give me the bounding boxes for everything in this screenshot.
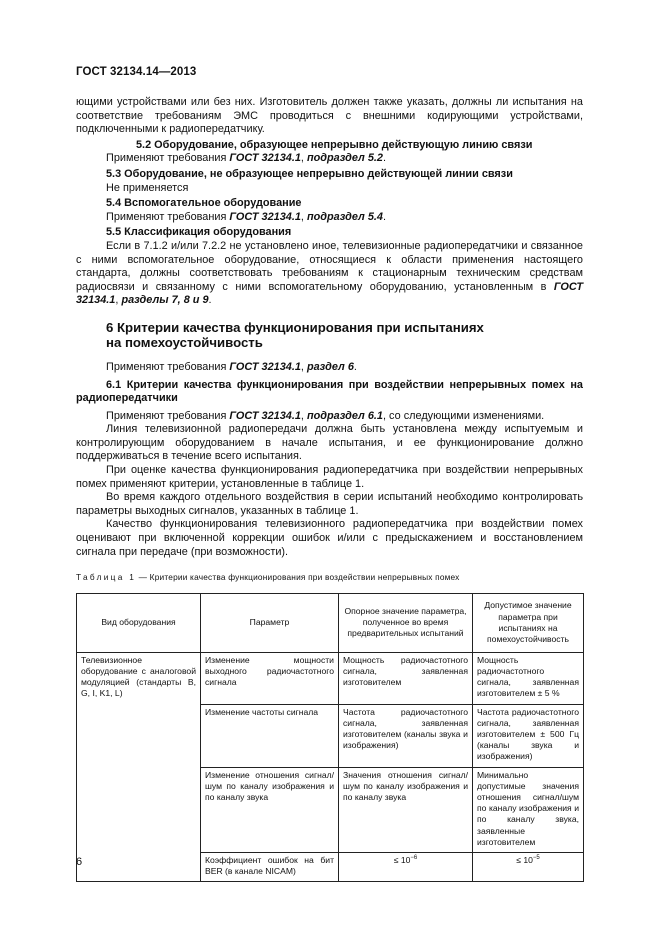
section-5-3-title: 5.3 Оборудование, не образующее непрерывно действующей линии связи — [106, 167, 513, 180]
param-cell: Изменение отношения сигнал/шум по каналу изображения и по каналу звука — [201, 767, 339, 852]
section-6-1-paragraph-2: При оценке качества функционирования радиопередатчика при воздействии непрерывных помех применяют критерии, установленные в таблице 1. — [76, 464, 583, 490]
allowed-cell: ≤ $10^{-5}$ — [473, 853, 584, 882]
section-5-2-text: Применяют требования ГОСТ 32134.1, подраздел 5.2. — [106, 152, 387, 165]
page-content — [76, 96, 583, 882]
reference-cell: ≤ $10^{-6}$ — [339, 853, 473, 882]
reference-cell: Частота радиочастотного сигнала, заявленная изготовителем (каналы звука и изображения) — [339, 704, 473, 767]
allowed-cell: Минимально допустимые значения отношения сигнал/шум по каналу изображения и по каналу звука, заявленные изготовителем — [473, 767, 584, 852]
section-6-1-paragraph-1: Линия телевизионной радиопередачи должна быть установлена между испытуемым и контролирующим оборудованием в начале испытания, и ее функционирование должно поддерживаться в течение всего испытания. — [76, 423, 583, 463]
section-6-1-paragraph-3: Во время каждого отдельного воздействия в серии испытаний необходимо контролировать параметры выходных сигналов, указанных в таблице 1. — [76, 491, 583, 517]
table-row — [77, 652, 584, 704]
section-6-1-title: 6.1 Критерии качества функционирования при воздействии непрерывных помех на радиопередатчики — [76, 378, 583, 405]
table-1 — [76, 593, 584, 883]
document-header: ГОСТ 32134.14—2013 — [76, 66, 197, 78]
reference-cell: Мощность радиочастотного сигнала, заявленная изготовителем — [339, 652, 473, 704]
header-parameter: Параметр — [201, 593, 339, 652]
allowed-cell: Мощность радиочастотного сигнала, заявленная изготовителем ± 5 % — [473, 652, 584, 704]
header-reference-value: Опорное значение параметра, полученное во время предварительных испытаний — [339, 593, 473, 652]
table-header-row — [77, 593, 584, 652]
param-cell: Изменение мощности выходного радиочастотного сигнала — [201, 652, 339, 704]
section-5-4-title: 5.4 Вспомогательное оборудование — [106, 197, 302, 210]
section-5-5-text: Если в 7.1.2 и/или 7.2.2 не установлено иное, телевизионные радиопередатчики и связанное с ними вспомогательное оборудование, относящиеся к области применения настоящего стандарта, должны соответствовать требованиям к стационарным техническим средствам радиосвязи и связанному с ними вспомогательному оборудованию, установленным в ГОСТ 32134.1, разделы 7, 8 и 9. — [76, 239, 583, 307]
section-6-title: 6 Критерии качества функционирования при испытаниях на помехоустойчивость — [106, 319, 484, 351]
section-6-text: Применяют требования ГОСТ 32134.1, раздел 6. — [106, 360, 357, 373]
section-5-4-text: Применяют требования ГОСТ 32134.1, подраздел 5.4. — [106, 210, 387, 223]
param-cell: Изменение частоты сигнала — [201, 704, 339, 767]
reference-cell: Значения отношения сигнал/шум по каналу изображения и по каналу звука — [339, 767, 473, 852]
section-5-5-title: 5.5 Классификация оборудования — [106, 226, 292, 239]
allowed-cell: Частота радиочастотного сигнала, заявленная изготовителем ± 500 Гц (каналы звука и изображения) — [473, 704, 584, 767]
section-6-1-text: Применяют требования ГОСТ 32134.1, подраздел 6.1, со следующими изменениями. — [106, 409, 545, 422]
equipment-cell: Телевизионное оборудование с аналоговой модуляцией (стандарты B, G, I, K1, L) — [77, 652, 201, 882]
section-5-3-text: Не применяется — [106, 181, 189, 194]
section-6-1-paragraph-4: Качество функционирования телевизионного радиопередатчика при воздействии помех оценивают при включенной коррекции ошибок и/или с предыскажением и восстановлением сигнала при передаче (при возможности). — [76, 518, 583, 558]
section-5-2-title: 5.2 Оборудование, образующее непрерывно действующую линию связи — [136, 138, 533, 151]
header-equipment: Вид оборудования — [77, 593, 201, 652]
header-allowed-value: Допустимое значение параметра при испытаниях на помехоустойчивость — [473, 593, 584, 652]
paragraph-continued: ющими устройствами или без них. Изготовитель должен также указать, должны ли испытания на соответствие требованиям ЭМС проводиться с внешними кодирующими устройствами, подключенными к радиопередатчику. — [76, 96, 583, 136]
page-number: 6 — [76, 856, 83, 868]
param-cell: Коэффициент ошибок на бит BER (в канале NICAM) — [201, 853, 339, 882]
table-1-caption: Таблица 1 — Критерии качества функционирования при воздействии непрерывных помех — [76, 572, 460, 583]
